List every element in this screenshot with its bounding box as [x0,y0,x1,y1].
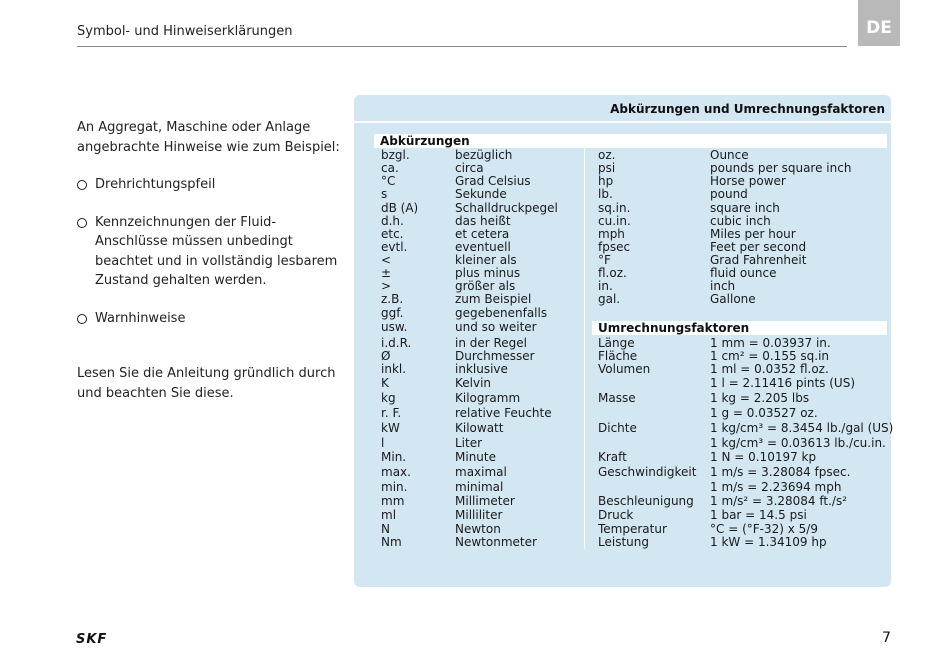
abbreviation-meaning: et cetera [455,227,510,241]
abbreviation-code: fl.oz. [598,266,627,280]
abbreviation-code: dB (A) [381,201,419,215]
conversions-heading: Umrechnungsfaktoren [592,321,887,335]
conversion-factor: 1 bar = 14.5 psi [710,508,807,522]
abbreviation-code: lb. [598,187,613,201]
language-tab: DE [858,0,900,46]
abbreviation-code: ca. [381,161,399,175]
abbreviation-meaning: inklusive [455,362,508,376]
conversion-quantity: Temperatur [598,522,667,536]
conversion-factor: 1 m/s² = 3.28084 ft./s² [710,494,848,508]
conversion-factor: 1 mm = 0.03937 in. [710,336,831,350]
conversion-factor: 1 cm² = 0.155 sq.in [710,349,830,363]
conversion-factor: 1 kg/cm³ = 0.03613 lb./cu.in. [710,436,886,450]
conversion-quantity: Länge [598,336,635,350]
outro-text [77,364,347,403]
skf-logo [76,632,122,644]
bullet-item [77,213,347,291]
bullet-circle-icon [77,218,87,228]
abbreviation-meaning: Kilowatt [455,421,504,435]
conversion-factor: 1 kg = 2.205 lbs [710,391,810,405]
abbreviation-code: hp [598,174,614,188]
abbreviations-heading: Abkürzungen [374,134,887,148]
abbreviation-meaning: Kelvin [455,376,492,390]
abbreviation-code: r. F. [381,406,402,420]
abbreviation-code: °C [381,174,396,188]
abbreviation-meaning: plus minus [455,266,521,280]
abbreviation-meaning: gegebenenfalls [455,306,548,320]
abbreviation-meaning: Horse power [710,174,786,188]
abbreviation-code: Ø [381,349,391,363]
bullet-text: Drehrichtungspfeil [95,177,216,192]
abbreviation-code: bzgl. [381,148,410,162]
abbreviation-meaning: und so weiter [455,320,537,334]
panel-title: Abkürzungen und Umrechnungsfaktoren [610,102,885,116]
abbreviation-code: min. [381,480,408,494]
conversion-quantity: Leistung [598,535,649,549]
abbreviation-meaning: Grad Celsius [455,174,531,188]
abbreviation-meaning: bezüglich [455,148,513,162]
abbreviation-meaning: inch [710,279,736,293]
abbreviation-code: in. [598,279,613,293]
bullet-text: Warnhinweise [95,310,186,326]
abbreviation-code: °F [598,253,611,267]
abbreviation-meaning: Newton [455,522,501,536]
abbreviation-code: mph [598,227,625,241]
abbreviation-meaning: Durchmesser [455,349,535,363]
conversion-quantity: Dichte [598,421,637,435]
abbreviation-meaning: relative Feuchte [455,406,552,420]
conversion-factor: °C = (°F-32) x 5/9 [710,522,818,536]
conversion-factor: 1 m/s = 3.28084 fpsec. [710,465,851,479]
bullet-circle-icon [77,314,87,324]
abbreviation-meaning: Newtonmeter [455,535,537,549]
abbreviation-meaning: fluid ounce [710,266,777,280]
abbreviation-meaning: Liter [455,436,483,450]
abbreviation-code: ggf. [381,306,404,320]
abbreviation-meaning: Millimeter [455,494,515,508]
abbreviation-meaning: kleiner als [455,253,517,267]
abbreviation-meaning: Ounce [710,148,749,162]
abbreviation-code: cu.in. [598,214,631,228]
bullet-circle-icon [77,180,87,190]
conversion-quantity: Masse [598,391,636,405]
abbreviation-meaning: square inch [710,201,780,215]
abbreviation-code: sq.in. [598,201,631,215]
conversion-factor: 1 l = 2.11416 pints (US) [710,376,855,390]
abbreviations-panel [354,95,894,587]
conversion-quantity: Beschleunigung [598,494,694,508]
intro-text [77,118,347,328]
outro-paragraph: Lesen Sie die Anleitung gründlich durch und beachten Sie diese. [77,366,336,401]
abbreviation-code: z.B. [381,292,404,306]
abbreviation-code: s [381,187,388,201]
abbreviation-meaning: Milliliter [455,508,503,522]
abbreviation-meaning: in der Regel [455,336,528,350]
abbreviation-code: d.h. [381,214,404,228]
conversion-factor: 1 ml = 0.0352 fl.oz. [710,362,829,376]
abbreviation-meaning: Gallone [710,292,756,306]
abbreviation-meaning: das heißt [455,214,511,228]
page-number: 7 [882,630,891,646]
abbreviation-meaning: Kilogramm [455,391,521,405]
conversion-factor: 1 kW = 1.34109 hp [710,535,827,549]
abbreviation-meaning: minimal [455,480,504,494]
conversion-quantity: Kraft [598,450,627,464]
conversion-quantity: Geschwindigkeit [598,465,697,479]
abbreviation-meaning: Sekunde [455,187,507,201]
abbreviation-code: psi [598,161,616,175]
conversion-quantity: Druck [598,508,634,522]
header-title: Symbol- und Hinweiserklärungen [77,24,293,39]
abbreviation-meaning: Minute [455,450,496,464]
abbreviation-code: Min. [381,450,407,464]
abbreviation-meaning: größer als [455,279,516,293]
intro-lead: An Aggregat, Maschine oder Anlage angebrachte Hinweise wie zum Beispiel: [77,120,340,155]
skf-logo-text: SKF [76,632,108,644]
abbreviation-meaning: pound [710,187,748,201]
abbreviation-code: etc. [381,227,404,241]
abbreviation-meaning: circa [455,161,484,175]
abbreviation-code: kg [381,391,396,405]
abbreviation-code: K [381,376,389,390]
abbreviation-meaning: zum Beispiel [455,292,532,306]
abbreviation-code: usw. [381,320,408,334]
abbreviation-code: ± [381,266,392,280]
abbreviation-meaning: eventuell [455,240,511,254]
conversion-factor: 1 g = 0.03527 oz. [710,406,818,420]
abbreviation-meaning: Feet per second [710,240,807,254]
conversion-factor: 1 m/s = 2.23694 mph [710,480,842,494]
abbreviation-code: fpsec [598,240,631,254]
column-divider [584,147,585,549]
abbreviation-code: ml [381,508,397,522]
abbreviation-meaning: maximal [455,465,507,479]
abbreviation-meaning: Miles per hour [710,227,796,241]
abbreviation-meaning: pounds per square inch [710,161,852,175]
abbreviation-code: gal. [598,292,621,306]
panel-title-rule [354,121,891,123]
conversion-factor: 1 N = 0.10197 kp [710,450,817,464]
bullet-item [77,175,347,195]
bullet-text: Kennzeichnungen der Fluid-Anschlüsse müssen unbedingt beachtet und in vollständig lesbarem Zustand gehalten werden. [95,214,338,288]
abbreviation-code: Nm [381,535,402,549]
abbreviation-meaning: cubic inch [710,214,771,228]
abbreviation-code: inkl. [381,362,407,376]
header-rule [77,46,847,47]
conversion-quantity: Volumen [598,362,651,376]
abbreviation-code: < [381,253,392,267]
abbreviation-code: > [381,279,392,293]
abbreviation-code: mm [381,494,405,508]
abbreviation-code: evtl. [381,240,408,254]
abbreviation-code: max. [381,465,411,479]
bullet-item [77,309,347,329]
conversion-quantity: Fläche [598,349,638,363]
abbreviation-meaning: Grad Fahrenheit [710,253,807,267]
conversion-factor: 1 kg/cm³ = 8.3454 lb./gal (US) [710,421,894,435]
abbreviation-code: i.d.R. [381,336,412,350]
abbreviation-code: l [381,436,385,450]
abbreviation-code: kW [381,421,400,435]
abbreviation-code: N [381,522,390,536]
abbreviation-code: oz. [598,148,616,162]
abbreviation-meaning: Schalldruckpegel [455,201,558,215]
